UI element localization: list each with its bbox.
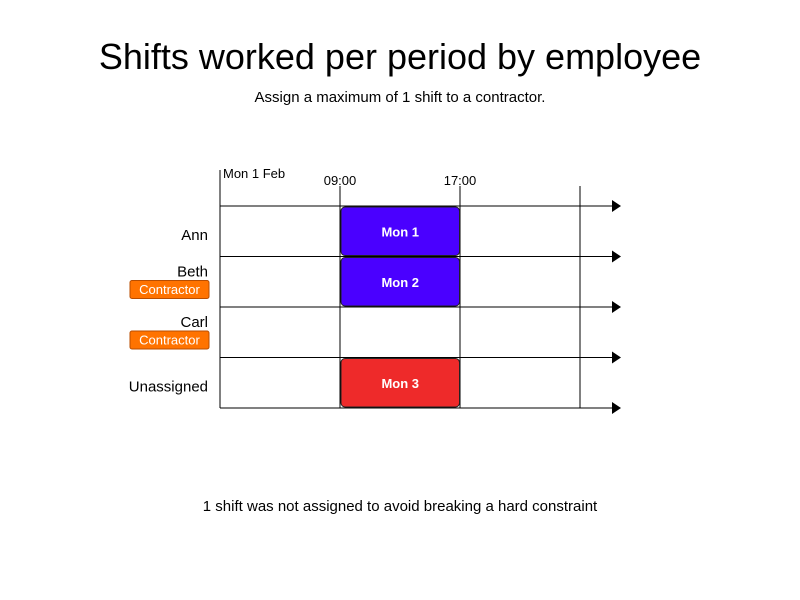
arrow-head-icon [612, 402, 621, 414]
page-footer: 1 shift was not assigned to avoid breaking a hard constraint [202, 498, 598, 515]
date-label: Mon 1 Feb [223, 166, 286, 181]
arrow-head-icon [612, 200, 621, 212]
employee-name: Ann [181, 227, 208, 244]
employee-labels [129, 227, 209, 396]
shift-label: Mon 1 [381, 224, 420, 240]
shift-label: Mon 2 [381, 274, 420, 290]
page-title: Shifts worked per period by employee [98, 36, 702, 77]
arrow-head-icon [612, 251, 621, 263]
time-tick-label: 17:00 [443, 173, 477, 188]
shift-label: Mon 3 [381, 375, 420, 391]
time-tick-label: 09:00 [323, 173, 357, 188]
arrow-head-icon [612, 301, 621, 313]
contractor-badge-label: Contractor [139, 282, 200, 297]
employee-name: Unassigned [128, 378, 208, 396]
page-subtitle: Assign a maximum of 1 shift to a contractor. [254, 89, 546, 106]
contractor-badge-label: Contractor [139, 332, 200, 348]
employee-name: Beth [177, 263, 208, 281]
arrow-head-icon [612, 352, 621, 364]
employee-name: Carl [180, 314, 208, 331]
